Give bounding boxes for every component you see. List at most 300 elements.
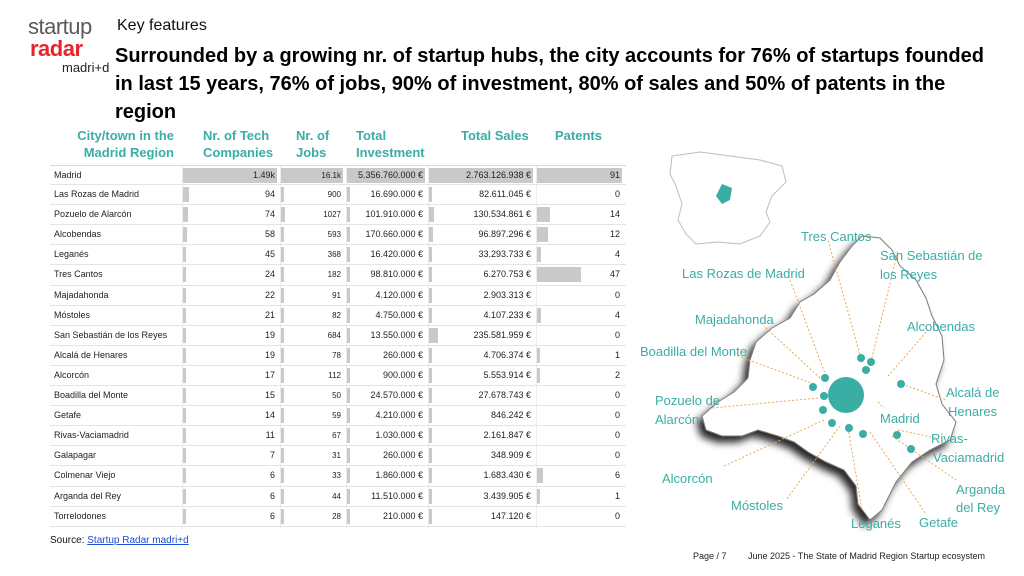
cell-value: 112 [328, 370, 341, 380]
cell-tech [183, 166, 279, 185]
cell-investment [347, 286, 427, 305]
cell-value: 91 [332, 290, 341, 300]
label-san-sebastian-2: los Reyes [880, 267, 938, 282]
table-row [50, 286, 626, 306]
cell-city: Madrid [54, 170, 82, 180]
cell-value: 74 [264, 209, 275, 220]
table-row [50, 185, 626, 205]
cell-investment [347, 487, 427, 506]
cell-value: 14 [609, 209, 620, 220]
value-bar [183, 509, 186, 524]
header-city: City/town in the Madrid Region [77, 128, 174, 160]
value-bar [429, 509, 432, 524]
dot-alcobendas [862, 366, 870, 374]
value-bar [281, 207, 285, 222]
cell-city: Alcalá de Henares [54, 349, 128, 360]
cell-value: 5.553.914 € [483, 369, 531, 380]
cell-value: 348.909 € [490, 450, 531, 461]
value-bar [537, 468, 543, 483]
cell-value: 22 [264, 289, 275, 300]
value-bar [429, 328, 438, 343]
cell-jobs [281, 507, 345, 526]
cell-value: 91 [609, 170, 620, 180]
cell-jobs [281, 466, 345, 485]
cell-patents [537, 245, 624, 264]
cell-value: 6 [269, 510, 275, 521]
value-bar [281, 247, 284, 262]
cell-value: 4.120.000 € [375, 289, 423, 300]
value-bar [281, 227, 284, 242]
label-arganda-2: del Rey [956, 500, 1001, 515]
cell-value: 16.690.000 € [370, 189, 423, 200]
label-san-sebastian-1: San Sebastián de [880, 248, 983, 263]
value-bar [183, 308, 186, 323]
cell-sales [429, 446, 535, 465]
cell-investment [347, 507, 427, 526]
value-bar [281, 288, 284, 303]
kicker: Key features [117, 17, 207, 34]
cell-sales [429, 507, 535, 526]
dot-madrid [828, 377, 864, 413]
cell-jobs [281, 306, 345, 325]
cell-investment [347, 386, 427, 405]
cell-city: Pozuelo de Alarcón [54, 209, 132, 220]
cell-value: 0 [614, 189, 620, 200]
table-row [50, 406, 626, 426]
cell-patents [537, 406, 624, 425]
cell-investment [347, 346, 427, 365]
cell-city: Las Rozas de Madrid [54, 189, 140, 200]
cell-jobs [281, 346, 345, 365]
cell-city: Rivas-Vaciamadrid [54, 430, 129, 441]
cell-city: Boadilla del Monte [54, 390, 129, 401]
source-link[interactable]: Startup Radar madri+d [87, 535, 189, 546]
startup-radar-logo [28, 14, 108, 74]
cell-value: 5.356.760.000 € [357, 170, 423, 180]
label-alcobendas: Alcobendas [907, 319, 975, 334]
value-bar [183, 348, 186, 363]
cell-sales [429, 466, 535, 485]
source-prefix: Source: [50, 535, 88, 546]
cell-value: 1027 [323, 210, 341, 220]
cell-value: 14 [264, 410, 275, 421]
dot-rivas [893, 431, 901, 439]
cell-value: 1.030.000 € [375, 430, 423, 441]
cell-value: 235.581.959 € [473, 329, 531, 340]
cell-patents [537, 166, 624, 185]
value-bar [281, 368, 284, 383]
cell-sales [429, 487, 535, 506]
value-bar [281, 348, 284, 363]
cell-jobs [281, 487, 345, 506]
cell-value: 59 [332, 411, 341, 421]
spain-outline [670, 152, 786, 244]
cell-sales [429, 426, 535, 445]
cell-jobs [281, 446, 345, 465]
cell-value: 2.161.847 € [483, 430, 531, 441]
cell-investment [347, 466, 427, 485]
cell-value: 82 [332, 310, 341, 320]
value-bar [429, 388, 432, 403]
value-bar [183, 408, 186, 423]
cell-value: 16.420.000 € [370, 249, 423, 260]
label-alcala-1: Alcalá de [946, 385, 1000, 400]
cell-value: 4.210.000 € [375, 410, 423, 421]
cell-patents [537, 225, 624, 244]
cell-value: 6.270.753 € [483, 269, 531, 280]
cell-value: 13.550.000 € [370, 329, 423, 340]
cell-value: 28 [332, 511, 341, 521]
cell-tech [183, 245, 279, 264]
cell-patents [537, 205, 624, 224]
label-majadahonda: Majadahonda [695, 312, 774, 327]
cell-value: 260.000 € [382, 450, 423, 461]
source-note [50, 535, 189, 546]
cell-value: 4.750.000 € [375, 309, 423, 320]
value-bar [281, 468, 284, 483]
cell-patents [537, 366, 624, 385]
value-bar [183, 428, 186, 443]
cell-value: 1.49k [252, 170, 275, 180]
value-bar [281, 509, 284, 524]
value-bar [429, 489, 432, 504]
dot-tres-cantos [857, 354, 865, 362]
value-bar [183, 247, 186, 262]
cell-value: 78 [332, 350, 341, 360]
cell-investment [347, 245, 427, 264]
cell-value: 31 [332, 451, 341, 461]
cell-sales [429, 286, 535, 305]
cell-investment [347, 225, 427, 244]
value-bar [429, 207, 434, 222]
cell-city: Tres Cantos [54, 269, 103, 280]
cell-tech [183, 185, 279, 204]
table-row [50, 386, 626, 406]
cell-value: 96.897.296 € [478, 229, 531, 240]
value-bar [347, 468, 350, 483]
value-bar [537, 267, 581, 282]
label-las-rozas: Las Rozas de Madrid [682, 266, 805, 281]
value-bar [537, 368, 540, 383]
cell-value: 0 [614, 430, 620, 441]
cell-tech [183, 286, 279, 305]
logo-word-radar: radar [30, 36, 83, 61]
cell-investment [347, 366, 427, 385]
cell-value: 0 [614, 329, 620, 340]
cell-value: 0 [614, 450, 620, 461]
dot-pozuelo [819, 406, 827, 414]
page-number: Page / 7 [693, 551, 727, 561]
header-sales: Total Sales [461, 128, 529, 143]
cell-sales [429, 406, 535, 425]
value-bar [347, 187, 350, 202]
cell-value: 0 [614, 410, 620, 421]
cell-jobs [281, 225, 345, 244]
cell-sales [429, 326, 535, 345]
cell-value: 1.860.000 € [375, 470, 423, 481]
cell-value: 147.120 € [490, 510, 531, 521]
logo-word-startup: startup [28, 14, 92, 39]
cell-value: 58 [264, 229, 275, 240]
footer-text: June 2025 - The State of Madrid Region Startup ecosystem [748, 551, 985, 561]
table-row [50, 346, 626, 366]
dot-alcorcon [828, 419, 836, 427]
value-bar [347, 408, 350, 423]
cell-value: 7 [269, 450, 275, 461]
cell-patents [537, 386, 624, 405]
cell-jobs [281, 185, 345, 204]
cell-investment [347, 426, 427, 445]
cell-tech [183, 386, 279, 405]
dot-las-rozas [821, 374, 829, 382]
cell-investment [347, 205, 427, 224]
cell-value: 24 [264, 269, 275, 280]
table-row [50, 225, 626, 245]
cell-jobs [281, 366, 345, 385]
value-bar [347, 207, 350, 222]
cell-investment [347, 446, 427, 465]
cell-city: Galapagar [54, 450, 97, 461]
cell-value: 11.510.000 € [371, 490, 423, 501]
cell-value: 0 [614, 390, 620, 401]
cell-patents [537, 507, 624, 526]
label-mostoles: Móstoles [731, 498, 784, 513]
label-tres-cantos: Tres Cantos [801, 229, 872, 244]
cell-value: 1 [614, 490, 620, 501]
cell-value: 94 [264, 189, 275, 200]
cell-value: 368 [327, 250, 341, 260]
cell-value: 900.000 € [382, 369, 423, 380]
cell-tech [183, 446, 279, 465]
cell-value: 67 [332, 431, 341, 441]
cell-city: Alcobendas [54, 229, 102, 240]
value-bar [537, 247, 541, 262]
value-bar [183, 328, 186, 343]
cell-value: 27.678.743 € [478, 390, 531, 401]
cell-city: Majadahonda [54, 289, 109, 300]
label-alcala-2: Henares [948, 404, 998, 419]
cell-value: 47 [609, 269, 620, 280]
cell-tech [183, 426, 279, 445]
cell-value: 4.706.374 € [483, 349, 531, 360]
cell-value: 6 [614, 470, 620, 481]
label-alcorcon: Alcorcón [662, 471, 713, 486]
cell-value: 4 [614, 249, 620, 260]
cell-value: 82.611.045 € [479, 189, 531, 200]
value-bar [537, 308, 541, 323]
cell-sales [429, 225, 535, 244]
cell-patents [537, 185, 624, 204]
cell-city: Móstoles [54, 309, 91, 320]
cell-tech [183, 406, 279, 425]
label-pozuelo-2: Alarcón [655, 412, 700, 427]
value-bar [347, 247, 350, 262]
cell-value: 1 [614, 349, 620, 360]
data-table [50, 165, 626, 527]
cell-value: 170.660.000 € [365, 229, 423, 240]
cell-investment [347, 265, 427, 284]
cell-value: 101.910.000 € [365, 209, 423, 220]
cell-value: 21 [264, 309, 275, 320]
value-bar [183, 207, 188, 222]
cell-patents [537, 346, 624, 365]
value-bar [429, 247, 432, 262]
cell-tech [183, 487, 279, 506]
cell-value: 16.1k [321, 171, 341, 180]
label-rivas-2: Vaciamadrid [933, 450, 1005, 465]
header-tech-companies: Nr. of Tech Companies [203, 128, 274, 160]
cell-value: 260.000 € [382, 349, 423, 360]
table-row [50, 366, 626, 386]
cell-value: 182 [327, 270, 341, 280]
table-row [50, 205, 626, 225]
dot-san-sebastian [867, 358, 875, 366]
value-bar [347, 328, 350, 343]
cell-city: San Sebastián de los Reyes [54, 329, 168, 340]
cell-value: 12 [609, 229, 620, 240]
value-bar [347, 448, 350, 463]
value-bar [281, 308, 284, 323]
label-pozuelo-1: Pozuelo de [655, 393, 721, 408]
cell-sales [429, 265, 535, 284]
cell-value: 2 [614, 369, 620, 380]
page-title: Surrounded by a growing nr. of startup hubs, the city accounts for 76% of startups founded in last 15 years, 76% of jobs, 90% of investment, 80% of sales and 50% of patents in the region [115, 45, 984, 123]
label-arganda-1: Arganda [956, 482, 1006, 497]
cell-jobs [281, 166, 345, 185]
cell-jobs [281, 406, 345, 425]
value-bar [429, 308, 432, 323]
value-bar [281, 408, 284, 423]
label-rivas-1: Rivas- [931, 431, 968, 446]
dot-majadahonda [809, 383, 817, 391]
table-row [50, 245, 626, 265]
label-leganes: Leganés [851, 516, 901, 531]
cell-value: 0 [614, 510, 620, 521]
value-bar [429, 448, 432, 463]
cell-investment [347, 326, 427, 345]
cell-value: 6 [269, 490, 275, 501]
cell-value: 24.570.000 € [370, 390, 423, 401]
cell-value: 98.810.000 € [370, 269, 423, 280]
cell-city: Alcorcón [54, 369, 90, 380]
cell-value: 4.107.233 € [483, 309, 531, 320]
value-bar [347, 368, 350, 383]
cell-value: 1.683.430 € [483, 470, 531, 481]
value-bar [537, 348, 540, 363]
value-bar [183, 267, 186, 282]
cell-sales [429, 245, 535, 264]
value-bar [347, 288, 350, 303]
table-row [50, 446, 626, 466]
header-investment: Total Investment [356, 128, 425, 160]
value-bar [281, 267, 284, 282]
value-bar [183, 227, 187, 242]
value-bar [347, 308, 350, 323]
cell-investment [347, 185, 427, 204]
value-bar [429, 408, 432, 423]
value-bar [183, 489, 186, 504]
cell-city: Leganés [54, 249, 89, 260]
value-bar [429, 267, 432, 282]
cell-tech [183, 366, 279, 385]
cell-value: 11 [265, 430, 275, 441]
cell-patents [537, 306, 624, 325]
cell-sales [429, 205, 535, 224]
table-row [50, 326, 626, 346]
value-bar [429, 348, 432, 363]
cell-tech [183, 326, 279, 345]
value-bar [281, 328, 284, 343]
value-bar [429, 187, 432, 202]
cell-investment [347, 406, 427, 425]
value-bar [347, 227, 350, 242]
dot-boadilla [820, 392, 828, 400]
cell-tech [183, 466, 279, 485]
cell-value: 0 [614, 289, 620, 300]
value-bar [429, 468, 432, 483]
cell-value: 33.293.733 € [478, 249, 531, 260]
cell-jobs [281, 326, 345, 345]
value-bar [429, 227, 433, 242]
table-row [50, 265, 626, 285]
value-bar [537, 227, 548, 242]
value-bar [281, 388, 284, 403]
table-row [50, 487, 626, 507]
value-bar [281, 489, 284, 504]
cell-jobs [281, 205, 345, 224]
header-patents: Patents [555, 128, 602, 143]
dot-mostoles [845, 424, 853, 432]
cell-tech [183, 346, 279, 365]
cell-sales [429, 185, 535, 204]
cell-value: 2.903.313 € [483, 289, 531, 300]
dot-leganes [859, 430, 867, 438]
value-bar [281, 448, 284, 463]
label-madrid: Madrid [880, 411, 920, 426]
cell-jobs [281, 386, 345, 405]
value-bar [347, 489, 350, 504]
label-getafe: Getafe [919, 515, 959, 530]
value-bar [281, 187, 284, 202]
header-jobs: Nr. of Jobs [296, 128, 330, 160]
cell-value: 2.763.126.938 € [465, 170, 531, 180]
cell-tech [183, 265, 279, 284]
value-bar [347, 388, 350, 403]
cell-value: 4 [614, 309, 620, 320]
value-bar [183, 187, 189, 202]
cell-value: 15 [264, 390, 275, 401]
cell-value: 45 [264, 249, 275, 260]
cell-city: Getafe [54, 410, 82, 421]
cell-value: 900 [327, 190, 341, 200]
value-bar [183, 288, 186, 303]
cell-value: 17 [264, 369, 275, 380]
value-bar [537, 489, 540, 504]
cell-sales [429, 306, 535, 325]
cell-value: 19 [264, 349, 275, 360]
cell-value: 593 [327, 230, 341, 240]
cell-jobs [281, 286, 345, 305]
value-bar [429, 288, 432, 303]
cell-tech [183, 507, 279, 526]
value-bar [347, 267, 350, 282]
cell-value: 50 [332, 391, 341, 401]
cell-jobs [281, 426, 345, 445]
cell-value: 6 [269, 470, 275, 481]
table-row [50, 306, 626, 326]
cell-value: 846.242 € [490, 410, 531, 421]
value-bar [429, 368, 432, 383]
